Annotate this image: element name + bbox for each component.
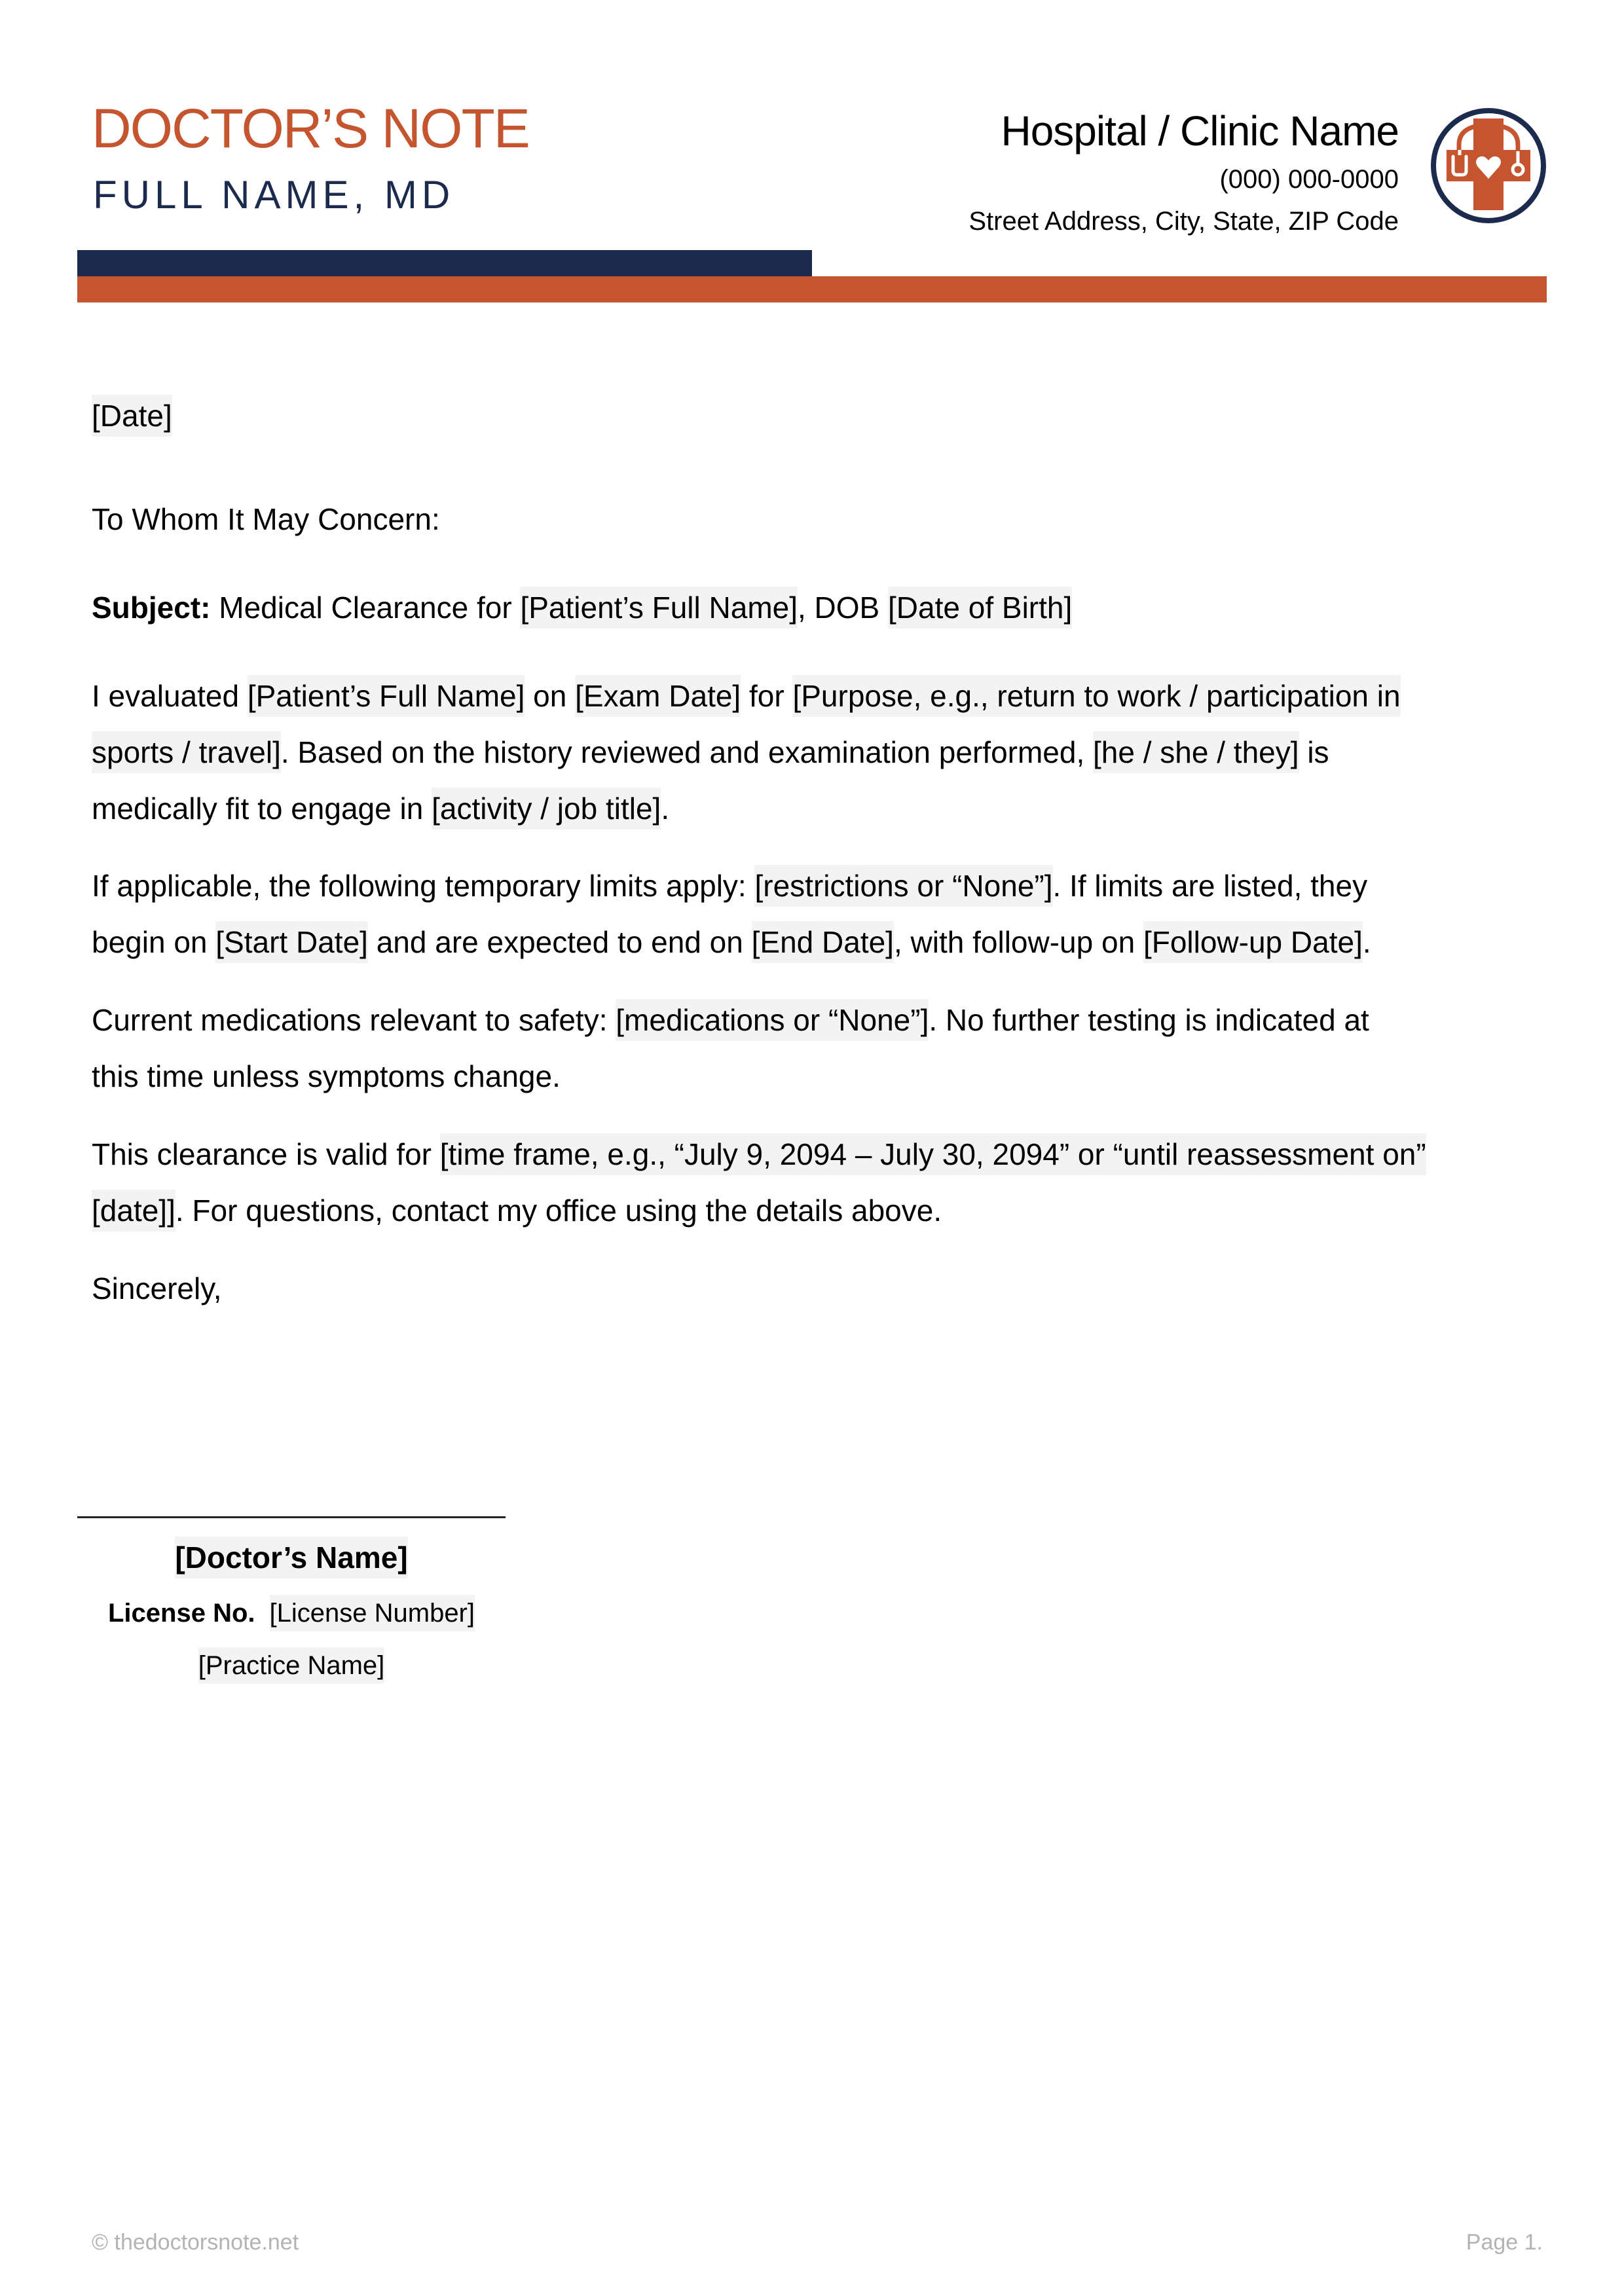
clinic-phone: (000) 000-0000: [1219, 165, 1399, 194]
paragraph-1-line-3: [92, 780, 1532, 837]
follow-up-date-placeholder[interactable]: [Follow-up Date]: [1143, 921, 1363, 963]
practice-row: [77, 1645, 506, 1686]
license-number-placeholder[interactable]: [License Number]: [270, 1595, 475, 1631]
text: on: [525, 679, 576, 713]
text: . Based on the history reviewed and examination performed,: [280, 735, 1094, 769]
text: . If limits are listed, they: [1052, 869, 1368, 903]
license-label: License No.: [108, 1599, 255, 1628]
text: and are expected to end on: [367, 925, 752, 959]
footer-page-number: Page 1.: [1466, 2230, 1543, 2255]
text: .: [1362, 925, 1371, 959]
end-date-placeholder[interactable]: [End Date]: [752, 921, 894, 963]
date-placeholder[interactable]: [Date]: [92, 395, 172, 437]
text: This clearance is valid for: [92, 1137, 440, 1171]
text: for: [741, 679, 793, 713]
footer-copyright: © thedoctorsnote.net: [92, 2230, 299, 2255]
text: If applicable, the following temporary limits apply:: [92, 869, 755, 903]
practice-name-placeholder[interactable]: [Practice Name]: [198, 1647, 385, 1684]
paragraph-2-line-2: [92, 914, 1532, 970]
text: Current medications relevant to safety:: [92, 1003, 616, 1037]
license-row: [77, 1592, 506, 1634]
doctor-full-name: FULL NAME, MD: [93, 173, 455, 217]
medical-cross-stethoscope-heart-icon: [1428, 105, 1549, 226]
text: I evaluated: [92, 679, 248, 713]
patient-name-placeholder[interactable]: [Patient’s Full Name]: [520, 587, 798, 629]
start-date-placeholder[interactable]: [Start Date]: [215, 921, 368, 963]
document-title: DOCTOR’S NOTE: [92, 98, 529, 159]
salutation: To Whom It May Concern:: [92, 502, 440, 536]
letter-date: [92, 388, 1532, 444]
closing: Sincerely,: [92, 1271, 222, 1305]
exam-date-placeholder[interactable]: [Exam Date]: [575, 675, 741, 717]
paragraph-3-line-2: [92, 1048, 1532, 1104]
paragraph-1-line-1: [92, 668, 1532, 724]
subject-line: [92, 579, 1532, 636]
paragraph-3-line-1: [92, 992, 1532, 1048]
header-bar-orange: [77, 276, 1547, 302]
text: . No further testing is indicated at: [929, 1003, 1369, 1037]
time-frame-placeholder-cont[interactable]: [date]]: [92, 1190, 175, 1231]
subject-label: Subject:: [92, 591, 211, 625]
paragraph-2-line-1: [92, 858, 1532, 914]
clinic-info: [969, 105, 1399, 242]
activity-placeholder[interactable]: [activity / job title]: [432, 788, 661, 829]
patient-name-placeholder[interactable]: [Patient’s Full Name]: [248, 675, 525, 717]
purpose-placeholder[interactable]: [Purpose, e.g., return to work / participation in: [792, 675, 1400, 717]
clinic-name: Hospital / Clinic Name: [1001, 107, 1399, 155]
paragraph-4-line-1: [92, 1126, 1532, 1182]
text: . For questions, contact my office using the details above.: [175, 1194, 942, 1228]
pronoun-placeholder[interactable]: [he / she / they]: [1093, 731, 1299, 773]
medications-placeholder[interactable]: [medications or “None”]: [616, 999, 929, 1041]
header-bar-navy: [77, 250, 812, 276]
time-frame-placeholder[interactable]: [time frame, e.g., “July 9, 2094 – July 30, 2094” or “until reassessment on”: [440, 1133, 1426, 1175]
paragraph-1-line-2: [92, 724, 1532, 780]
subject-text: Medical Clearance for: [210, 591, 521, 625]
restrictions-placeholder[interactable]: [restrictions or “None”]: [754, 865, 1052, 907]
paragraph-4-line-2: [92, 1182, 1532, 1239]
text: medically fit to engage in: [92, 792, 432, 826]
text: this time unless symptoms change.: [92, 1059, 561, 1093]
signature-line: [77, 1516, 506, 1518]
dob-placeholder[interactable]: [Date of Birth]: [888, 587, 1072, 629]
text: , with follow-up on: [893, 925, 1143, 959]
doctor-name-row: [77, 1535, 506, 1580]
subject-text: , DOB: [798, 591, 889, 625]
purpose-placeholder-cont[interactable]: sports / travel]: [92, 731, 281, 773]
text: .: [661, 792, 670, 826]
text: is: [1299, 735, 1329, 769]
clinic-address: Street Address, City, State, ZIP Code: [969, 207, 1399, 236]
doctor-name-placeholder[interactable]: [Doctor’s Name]: [175, 1537, 407, 1578]
text: begin on: [92, 925, 216, 959]
